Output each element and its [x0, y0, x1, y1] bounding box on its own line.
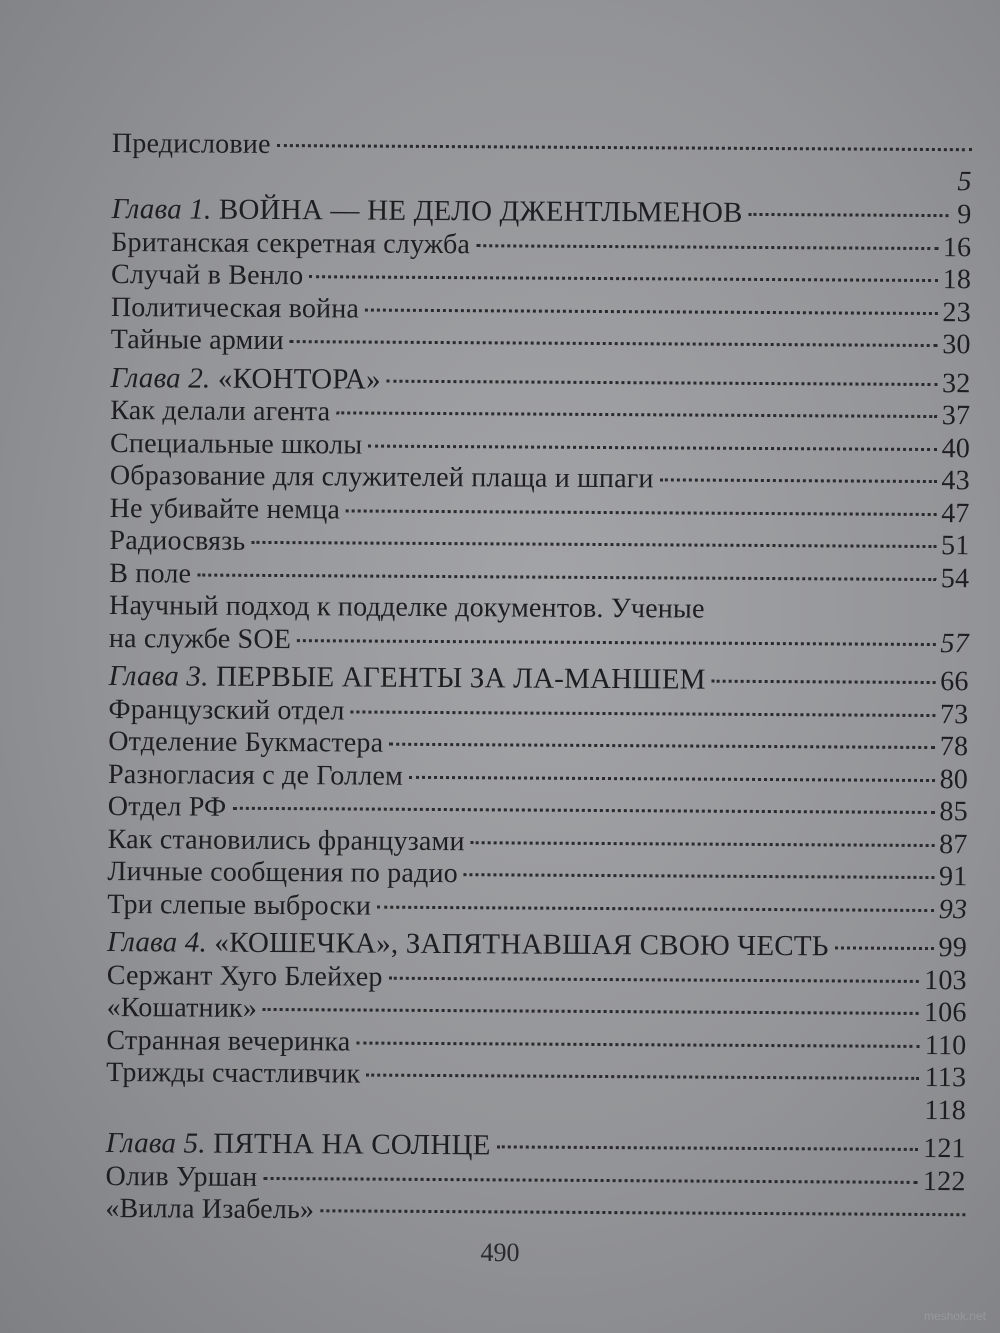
chapter-name: «КОНТОРА»: [217, 362, 381, 396]
toc-entry-title: Предисловие: [111, 128, 271, 160]
toc-entry: [108, 726, 968, 764]
toc-page-number: 85: [939, 796, 968, 828]
toc-page-number: 57: [940, 627, 969, 659]
toc-page-number: 106: [923, 996, 967, 1029]
toc-entry-title: Личные сообщения по радио: [107, 855, 458, 890]
toc-entry-preface: [112, 128, 972, 166]
chapter-label: Глава 3.: [108, 659, 209, 693]
toc-page-number: 51: [940, 530, 970, 562]
watermark: meshok.net: [923, 1309, 986, 1323]
chapter-label: Глава 5.: [105, 1126, 206, 1160]
toc-page-number: 118: [924, 1094, 967, 1126]
toc-page-number: 43: [941, 465, 970, 497]
dot-leader: [320, 1209, 965, 1216]
dot-leader: [197, 573, 936, 581]
dot-leader: [297, 639, 935, 646]
toc-entry-title: Британская секретная служба: [111, 226, 471, 260]
toc-page-number: 80: [939, 763, 969, 795]
toc-page-number: 99: [938, 932, 968, 964]
dot-leader: [351, 710, 935, 717]
dot-leader: [346, 509, 936, 516]
toc-entry: [108, 758, 968, 796]
toc-entry-title: Сержант Хуго Блейхер: [106, 959, 383, 993]
chapter-heading: [111, 193, 971, 232]
table-of-contents: [105, 128, 972, 1236]
toc-page-number: 87: [939, 828, 968, 860]
toc-page-number: 113: [924, 1061, 967, 1094]
toc-entry-title: Образование для служителей плаща и шпаги: [109, 459, 654, 495]
dot-leader: [409, 775, 935, 781]
toc-page-number: 37: [941, 400, 971, 432]
toc-entry-title: Тайные армии: [110, 323, 284, 357]
toc-entry: [110, 427, 970, 465]
chapter-name: ПЯТНА НА СОЛНЦЕ: [213, 1127, 491, 1162]
toc-entry-title: Специальные школы: [109, 427, 363, 461]
toc-entry-title: «Кошатник»: [106, 991, 258, 1024]
toc-page-number: 16: [942, 231, 972, 263]
toc-page-number: 73: [939, 698, 969, 730]
toc-page-number: 54: [940, 562, 970, 594]
chapter-name: ВОЙНА — НЕ ДЕЛО ДЖЕНТЛЬМЕНОВ: [218, 193, 743, 229]
toc-entry-title: Политическая война: [110, 291, 360, 325]
toc-entry-title-continued: на службе SOE: [108, 622, 292, 655]
chapter-5: [105, 1127, 966, 1231]
toc-entry-title: Французский отдел: [108, 693, 345, 726]
toc-entry: [110, 395, 970, 433]
toc-page-number: 91: [938, 861, 968, 893]
toc-entry: [105, 1193, 965, 1231]
chapter-1: [111, 160, 972, 361]
dot-leader: [263, 1176, 918, 1183]
toc-entry-title: Случай в Венло: [111, 258, 304, 292]
toc-entry: [106, 1024, 966, 1062]
dot-leader: [377, 905, 934, 911]
toc-entry-title: Отдел РФ: [107, 790, 227, 823]
toc-entry-title: Как делали агента: [110, 394, 331, 428]
dot-leader: [660, 478, 937, 483]
toc-entry: [107, 888, 967, 926]
toc-page-number: 66: [940, 666, 969, 698]
toc-entry-title: Разногласия с де Голлем: [107, 758, 404, 792]
dot-leader: [712, 680, 936, 684]
toc-entry: [107, 992, 967, 1030]
toc-entry: [110, 460, 970, 498]
toc-entry: [110, 492, 970, 530]
toc-entry-title: Странная вечеринка: [106, 1024, 351, 1057]
toc-entry: [111, 291, 971, 329]
toc-entry: [108, 693, 968, 731]
chapter-title: [109, 660, 706, 696]
toc-page-number: 103: [924, 964, 967, 996]
chapter-title: [106, 1127, 491, 1162]
dot-leader: [309, 275, 937, 282]
dot-leader: [497, 1145, 919, 1151]
toc-entry: [108, 823, 968, 861]
chapter-heading: [106, 1127, 966, 1166]
toc-entry: [111, 226, 971, 264]
toc-entry: [107, 856, 967, 894]
chapter-title: [111, 193, 742, 229]
chapter-heading: [110, 361, 970, 400]
toc-entry-title: Как становились французами: [107, 823, 465, 857]
dot-leader: [749, 213, 949, 217]
toc-page-number: 78: [939, 731, 969, 763]
chapter-3: [107, 660, 969, 926]
dot-leader: [232, 807, 934, 814]
toc-entry: [106, 1057, 966, 1095]
toc-page-number: 122: [922, 1165, 966, 1197]
chapter-label: Глава 4.: [106, 925, 208, 959]
toc-entry: [108, 791, 968, 829]
page-number: 490: [480, 1238, 520, 1267]
dot-leader: [366, 1074, 919, 1080]
dot-leader: [336, 411, 937, 418]
toc-entry-line1: [109, 590, 969, 628]
toc-page-number: 23: [942, 296, 971, 328]
chapter-name: ПЕРВЫЕ АГЕНТЫ ЗА ЛА-МАНШЕМ: [215, 660, 706, 696]
chapter-title: [110, 361, 381, 395]
dot-leader: [471, 841, 935, 847]
toc-page-number: 9: [957, 199, 972, 231]
dot-leader: [356, 1041, 919, 1047]
toc-page-number: 110: [924, 1029, 967, 1061]
toc-page-number: 5: [957, 165, 972, 197]
dot-leader: [263, 1008, 919, 1015]
dot-leader: [365, 308, 937, 314]
toc-page-number: 18: [942, 264, 972, 296]
dot-leader: [387, 379, 937, 385]
dot-leader: [476, 244, 938, 250]
toc-page-number: 30: [942, 329, 971, 361]
toc-entry: [105, 1160, 965, 1198]
dot-leader: [464, 873, 934, 879]
dot-leader: [277, 144, 972, 151]
toc-page-number: 47: [941, 497, 970, 529]
chapter-4: [106, 926, 967, 1127]
toc-entry-title: Трижды счастливчик: [106, 1056, 361, 1090]
toc-entry-line2: [109, 622, 969, 660]
toc-page-number: 93: [938, 893, 968, 925]
chapter-label: Глава 1.: [111, 192, 212, 226]
dot-leader: [251, 541, 936, 548]
toc-entry: [111, 324, 971, 362]
chapter-label: Глава 2.: [110, 361, 211, 395]
toc-entry: [109, 557, 969, 595]
toc-entry-title: Олив Уршан: [105, 1160, 258, 1193]
dot-leader: [368, 444, 936, 450]
toc-entry-title: Три слепые выброски: [107, 888, 372, 922]
chapter-2: [109, 361, 971, 660]
chapter-name: «КОШЕЧКА», ЗАПЯТНАВШАЯ СВОЮ ЧЕСТЬ: [214, 926, 829, 963]
toc-entry-title: Не убивайте немца: [109, 492, 341, 525]
toc-entry-title: Отделение Букмастера: [108, 725, 384, 759]
chapter-heading: [107, 926, 967, 965]
chapter-heading: [109, 660, 969, 699]
toc-entry-title: В поле: [109, 557, 192, 589]
toc-entry: [107, 959, 967, 997]
toc-entry-title: Радиосвязь: [109, 524, 246, 557]
chapter-title: [107, 926, 829, 963]
dot-leader: [389, 976, 920, 982]
toc-entry-title: «Вилла Изабель»: [105, 1192, 315, 1226]
toc-entry: [111, 259, 971, 297]
toc-entry: [109, 525, 969, 563]
toc-entry-page-only: [106, 1089, 966, 1127]
dot-leader: [290, 340, 937, 347]
toc-page-number: 121: [923, 1132, 966, 1165]
toc-entry-preface-page: [112, 160, 972, 198]
dot-leader: [389, 743, 935, 749]
toc-page-number: 32: [941, 367, 971, 399]
dot-leader: [835, 946, 934, 950]
toc-entry-title: Научный подход к подделке документов. Ученые: [108, 589, 705, 625]
toc-page-number: 40: [941, 432, 971, 464]
